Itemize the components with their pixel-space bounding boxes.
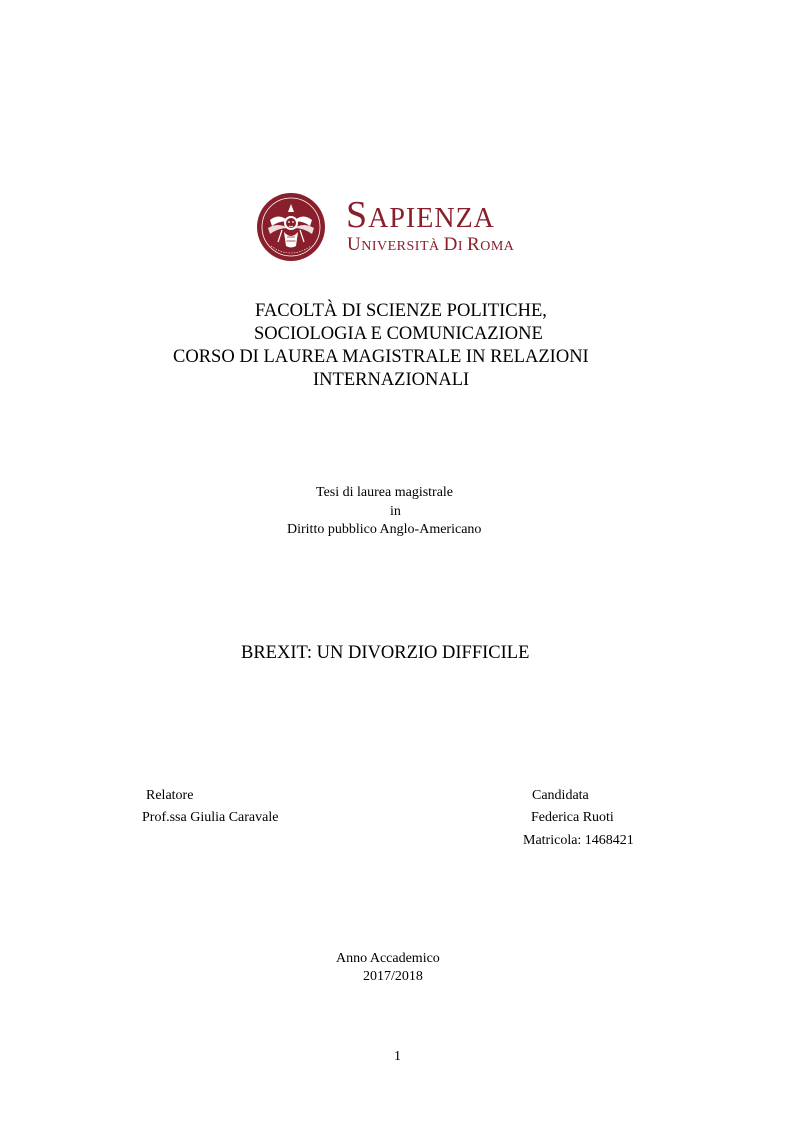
university-logo (256, 190, 536, 266)
candidate-name: Federica Ruoti (531, 810, 614, 825)
brand-subtitle: UNIVERSITÀ DI ROMA (347, 234, 515, 255)
candidate-matricola: Matricola: 1468421 (523, 833, 634, 848)
thesis-in: in (390, 504, 401, 519)
academic-year-label: Anno Accademico (336, 951, 440, 966)
candidate-label: Candidata (532, 788, 589, 803)
page-number: 1 (394, 1049, 401, 1064)
brand-name: SAPIENZA (346, 194, 495, 236)
thesis-title: BREXIT: UN DIVORZIO DIFFICILE (241, 643, 530, 663)
faculty-line-2: SOCIOLOGIA E COMUNICAZIONE (254, 324, 543, 344)
thesis-subject: Diritto pubblico Anglo-Americano (287, 522, 482, 537)
degree-course-line-1: CORSO DI LAUREA MAGISTRALE IN RELAZIONI (173, 347, 589, 367)
faculty-line-1: FACOLTÀ DI SCIENZE POLITICHE, (255, 301, 547, 321)
degree-course-line-2: INTERNAZIONALI (313, 370, 470, 390)
academic-year-value: 2017/2018 (363, 969, 423, 984)
sapienza-seal-icon (256, 190, 326, 264)
thesis-type: Tesi di laurea magistrale (316, 485, 454, 500)
supervisor-name: Prof.ssa Giulia Caravale (142, 810, 279, 825)
supervisor-label: Relatore (146, 788, 194, 803)
